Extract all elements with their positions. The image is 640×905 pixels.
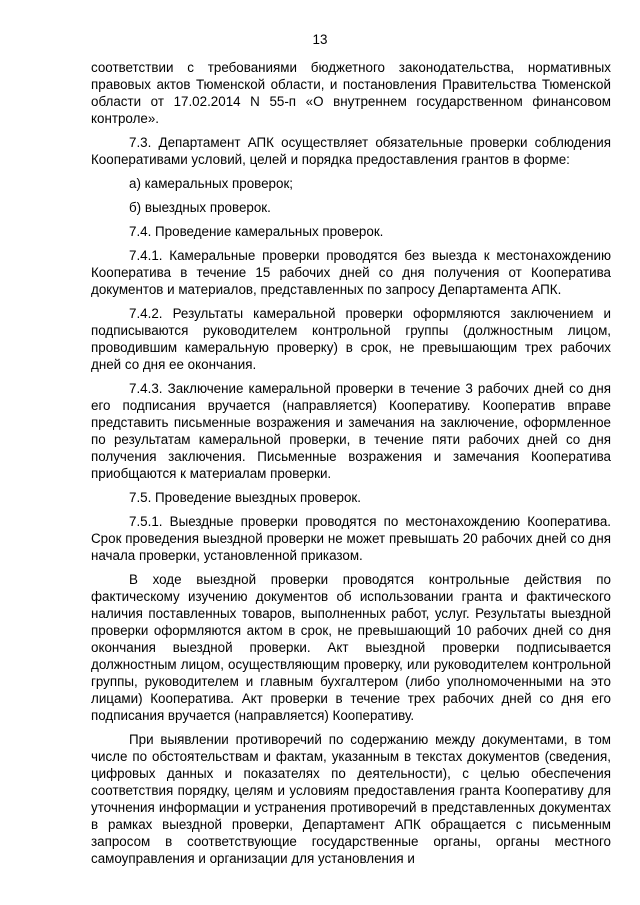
paragraph-7-5-1: 7.5.1. Выездные проверки проводятся по местонахождению Кооператива. Срок проведения выездной проверки не может превышать 20 рабочих дней со дня начала проверки, установленной приказом. <box>91 514 611 563</box>
document-body <box>91 59 611 867</box>
paragraph-continuation: соответствии с требованиями бюджетного законодательства, нормативных правовых актов Тюменской области, и постановления Правительства Тюменской области от 17.02.2014 N 55-п «О внутреннем государственном финансовом контроле». <box>91 60 611 126</box>
page-number: 13 <box>312 32 328 47</box>
paragraph-7-4-1: 7.4.1. Камеральные проверки проводятся без выезда к местонахождению Кооператива в течение 15 рабочих дней со дня получения от Кооператива документов и материалов, представленных по запросу Департамента АПК. <box>91 248 611 297</box>
paragraph-7-4-3: 7.4.3. Заключение камеральной проверки в течение 3 рабочих дней со дня его подписания вручается (направляется) Кооперативу. Кооператив вправе представить письменные возражения и замечания на заключение, оформленное по результатам камеральной проверки, в течение пяти рабочих дней со дня получения заключения. Письменные возражения и замечания Кооператива приобщаются к материалам проверки. <box>91 381 611 481</box>
paragraph-7-5: 7.5. Проведение выездных проверок. <box>129 490 362 505</box>
paragraph-7-3: 7.3. Департамент АПК осуществляет обязательные проверки соблюдения Кооперативами условий, целей и порядка предоставления грантов в форме: <box>91 135 611 167</box>
paragraph-field-check: В ходе выездной проверки проводятся контрольные действия по фактическому изучению документов об использовании гранта и фактического наличия поставленных товаров, выполненных работ, услуг. Результаты выездной проверки оформляются актом в срок, не превышающий 10 рабочих дней со дня окончания выездной проверки. Акт выездной проверки подписывается должностным лицом, осуществляющим проверку, или руководителем контрольной группы, руководителем и главным бухгалтером (либо уполномоченными на это лицами) Кооператива. Акт проверки в течение трех рабочих дней со дня его подписания вручается (направляется) Кооперативу. <box>91 572 611 723</box>
list-item-b: б) выездных проверок. <box>129 200 271 215</box>
paragraph-contradictions: При выявлении противоречий по содержанию между документами, в том числе по обстоятельствам и фактам, указанным в текстах документов (сведения, цифровых данных и показателях по деятельности), с целью обеспечения соответствия порядку, целям и условиям предоставления гранта Кооперативу для уточнения информации и устранения противоречий в представленных документах в рамках выездной проверки, Департамент АПК обращается с письменным запросом в соответствующие государственные органы, органы местного самоуправления и организации для установления и <box>91 732 611 866</box>
paragraph-7-4-2: 7.4.2. Результаты камеральной проверки оформляются заключением и подписываются руководителем контрольной группы (должностным лицом, проводившим камеральную проверку) в срок, не превышающим трех рабочих дней со дня ее окончания. <box>91 306 611 372</box>
paragraph-7-4: 7.4. Проведение камеральных проверок. <box>129 224 384 239</box>
list-item-a: а) камеральных проверок; <box>129 176 294 191</box>
